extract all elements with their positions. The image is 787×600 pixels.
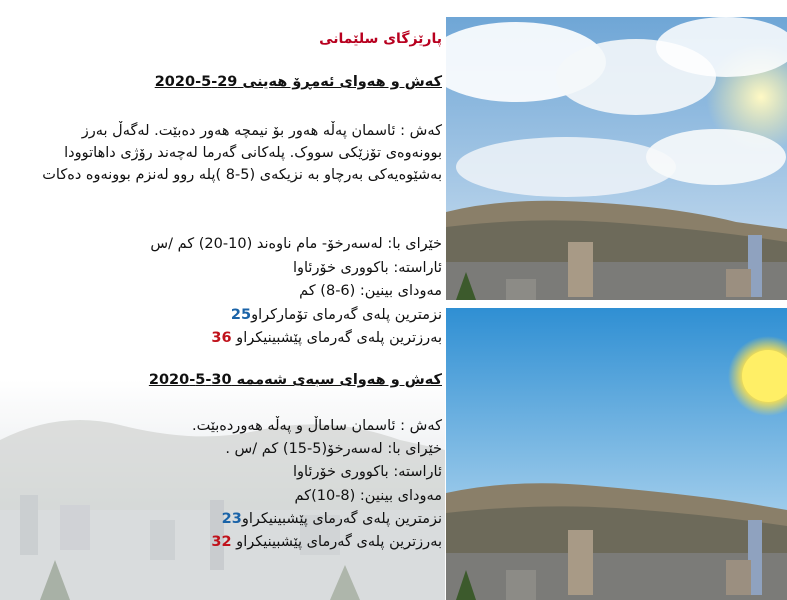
day1-paragraph-line2: بوونەوەی تۆزێکی سووک. پلەکانی گەرما لەچەند رۆژی داهاتوودا xyxy=(64,145,442,161)
day2-visibility: مەودای بینین: (8-10)کم xyxy=(294,488,442,504)
day2-max-temp xyxy=(211,531,442,555)
day2-direction: ئاراستە: باکووری خۆرئاوا xyxy=(292,464,442,480)
day1-wind: خێرای با: لەسەرخۆ- مام ناوەند (10-20) کم /س xyxy=(150,236,442,252)
day1-paragraph-line3: بەشێوەیەکی بەرچاو بە نزیکەی (5-8 )پلە روو لەنزم بوونەوە دەکات xyxy=(42,167,442,183)
day2-max-label: بەرزترین پلەی گەرمای پێشبینیکراو xyxy=(231,534,442,550)
day1-min-label: نزمترین پلەی گەرمای تۆمارکراو xyxy=(251,307,442,323)
day2-heading: کەش و هەوای سبەی شەممە 30-5-2020 xyxy=(148,372,442,388)
day1-visibility: مەودای بینین: (6-8) کم xyxy=(299,283,442,299)
day1-heading: کەش و هەوای ئەمڕۆ هەینی 29-5-2020 xyxy=(154,74,442,90)
day2-paragraph-line1: کەش : ئاسمان ساماڵ و پەڵە هەوردەبێت. xyxy=(192,418,442,434)
day2-min-value: 23 xyxy=(221,511,242,527)
day2-paragraph-line2: خێرای با: لەسەرخۆ(5-15) کم /س . xyxy=(225,441,442,457)
day1-max-temp xyxy=(211,327,442,351)
day1-max-label: بەرزترین پلەی گەرمای پێشبینیکراو xyxy=(231,330,442,346)
day1-max-value: 36 xyxy=(211,330,232,346)
day2-min-temp xyxy=(222,508,442,532)
day2-max-value: 32 xyxy=(211,534,232,550)
day2-min-label: نزمترین پلەی گەرمای پێشبینیکراو xyxy=(241,511,442,527)
day1-min-temp xyxy=(231,304,442,328)
day1-paragraph-line1: کەش : ئاسمان پەڵە هەور بۆ نیمچە هەور دەبێت. لەگەڵ بەرز xyxy=(81,123,442,139)
weather-photo-cloudy xyxy=(446,17,787,300)
day1-min-value: 25 xyxy=(230,307,252,323)
day1-direction: ئاراستە: باکووری خۆرئاوا xyxy=(292,260,442,276)
page-title: پارێزگای سلێمانی xyxy=(319,31,442,47)
weather-photo-sunny xyxy=(446,308,787,600)
